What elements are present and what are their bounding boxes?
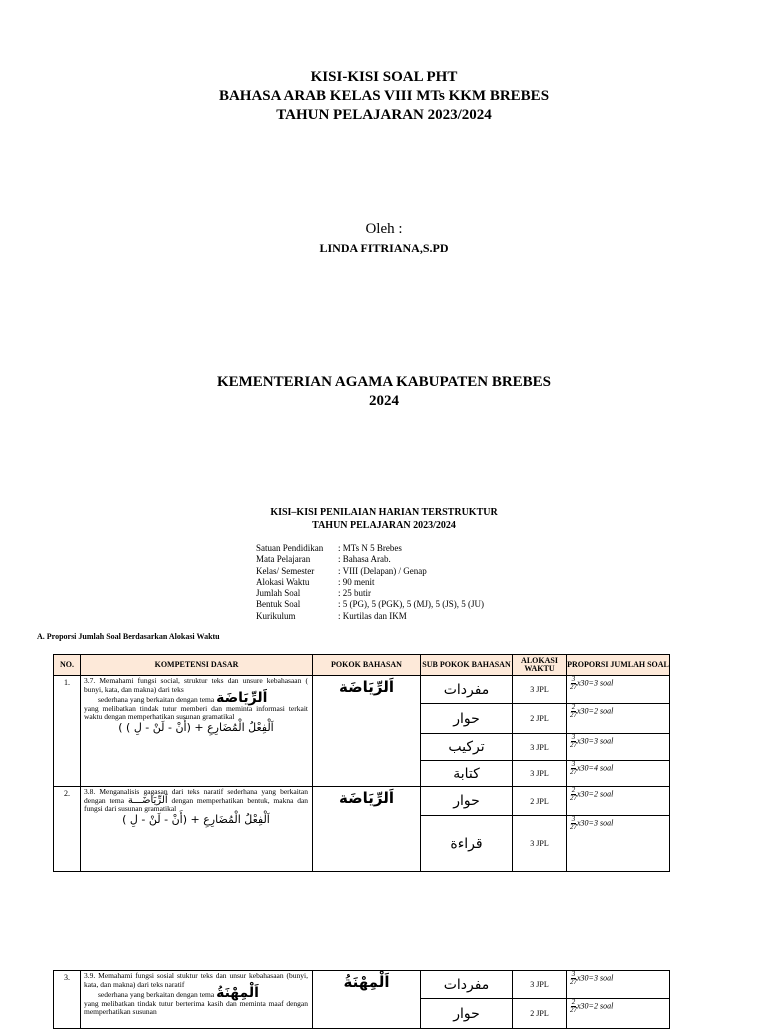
info-value: : MTs N 5 Brebes — [338, 543, 402, 553]
fraction-denominator: 27 — [570, 741, 577, 749]
alokasi-cell: 3 JPL — [513, 816, 567, 872]
fraction — [570, 704, 577, 719]
proporsi-result: x30=4 soal — [577, 763, 614, 773]
kisi-title-line-1: KISI–KISI PENILAIAN HARIAN TERSTRUKTUR — [270, 507, 498, 518]
table-row — [54, 971, 670, 999]
fraction — [570, 761, 577, 776]
info-value: : VIII (Delapan) / Genap — [338, 565, 427, 576]
sub-pokok-cell: حوار — [421, 704, 513, 734]
institution-year: 2024 — [369, 393, 399, 409]
kd-theme-arabic: اَلرِّيَاضَة — [216, 690, 268, 707]
fraction-numerator: 3 — [571, 970, 576, 978]
row-number: 1. — [54, 676, 81, 787]
fraction — [570, 971, 577, 986]
proporsi-cell — [567, 971, 670, 999]
fraction — [570, 734, 577, 749]
kd-text: yang melibatkan tindak tutur memberi dan meminta informasi terkait waktu dengan memperhatikan susunan gramatikal — [84, 703, 308, 722]
cover-title-line-2: BAHASA ARAB KELAS VIII MTs KKM BREBES — [218, 88, 550, 104]
header-pokok-bahasan: POKOK BAHASAN — [313, 655, 421, 676]
fraction — [570, 787, 577, 802]
proporsi-cell — [567, 761, 670, 787]
info-row — [256, 543, 484, 554]
sub-pokok-cell: مفردات — [421, 971, 513, 999]
table-row — [54, 787, 670, 816]
info-key: Alokasi Waktu — [256, 576, 310, 587]
info-key: Kurikulum — [256, 610, 296, 621]
kd-text: 3.9. Memahami fungsi sosial stuktur teks dan unsur kebahasaan (bunyi, kata, dan makna) dari teks naratif — [84, 971, 308, 989]
kd-text: sederhana yang berkaitan dengan tema — [98, 695, 215, 705]
info-value: : Kurtilas dan IKM — [338, 610, 407, 621]
kd-text: yang melibatkan tindak tutur berterima kasih dan meminta maaf dengan memperhatikan susunan — [84, 998, 308, 1017]
proporsi-result: x30=3 soal — [577, 818, 614, 828]
fraction — [570, 676, 577, 691]
fraction-numerator: 2 — [571, 998, 576, 1006]
fraction-denominator: 27 — [570, 711, 577, 719]
info-row — [256, 566, 484, 577]
fraction-denominator: 27 — [570, 768, 577, 776]
kd-text: 3.7. Memahami fungsi social, struktur teks dan unsure kebahasaan ( bunyi, kata, dan makna) dari teks — [84, 676, 308, 694]
fraction — [570, 816, 577, 831]
kompetensi-dasar-cell — [81, 676, 313, 787]
sub-pokok-cell: تركيب — [421, 734, 513, 761]
proporsi-cell — [567, 704, 670, 734]
fraction-numerator: 2 — [571, 786, 576, 794]
cover-title-line-1: KISI-KISI SOAL PHT — [310, 69, 458, 85]
fraction-numerator: 2 — [571, 703, 576, 711]
info-value: : Bahasa Arab. — [338, 554, 391, 565]
row-number: 3. — [54, 971, 81, 1029]
alokasi-cell: 2 JPL — [513, 787, 567, 816]
proporsi-cell — [567, 816, 670, 872]
proporsi-cell — [567, 999, 670, 1029]
info-row — [256, 588, 484, 599]
info-key: Bentuk Soal — [256, 599, 301, 610]
fraction-numerator: 3 — [571, 815, 576, 823]
alokasi-cell: 3 JPL — [513, 734, 567, 761]
kisi-title — [0, 506, 768, 532]
info-row — [256, 577, 484, 588]
info-row — [256, 599, 484, 610]
sub-pokok-cell: حوار — [421, 999, 513, 1029]
proporsi-cell — [567, 676, 670, 704]
fraction-denominator: 27 — [570, 683, 577, 691]
kd-grammar-formula: ( أَنْ - لَنْ - لِ) + اَلْفِعْلُ الْمُضَارِعِ — [122, 812, 270, 826]
sub-pokok-cell: قراءة — [421, 816, 513, 872]
sub-pokok-cell: حوار — [421, 787, 513, 816]
proporsi-result: x30=2 soal — [577, 1001, 614, 1011]
fraction-denominator: 27 — [570, 1006, 577, 1014]
alokasi-cell: 3 JPL — [513, 761, 567, 787]
proporsi-result: x30=3 soal — [577, 973, 614, 983]
institution-name: KEMENTERIAN AGAMA KABUPATEN BREBES — [216, 374, 552, 390]
fraction-denominator: 27 — [570, 978, 577, 986]
proporsi-cell — [567, 734, 670, 761]
oleh-label: Oleh : — [365, 221, 403, 237]
kompetensi-dasar-cell — [81, 971, 313, 1029]
kd-theme-arabic: اَلرِّيَاضَـــة — [127, 794, 168, 806]
info-key: Kelas/ Semester — [256, 565, 315, 576]
institution — [0, 373, 768, 411]
alokasi-cell: 2 JPL — [513, 704, 567, 734]
header-proporsi: PROPORSI JUMLAH SOAL — [567, 655, 670, 676]
author-name: LINDA FITRIANA,S.PD — [319, 241, 449, 255]
info-row — [256, 611, 484, 622]
info-key: Mata Pelajaran — [256, 554, 311, 565]
proporsi-result: x30=3 soal — [577, 678, 614, 688]
header-alokasi-waktu: ALOKASI WAKTU — [513, 655, 567, 676]
proporsi-result: x30=2 soal — [577, 706, 614, 716]
info-key: Satuan Pendidikan — [256, 543, 324, 553]
proportion-table — [53, 654, 670, 872]
header-sub-pokok-bahasan: SUB POKOK BAHASAN — [421, 655, 513, 676]
fraction-denominator: 27 — [570, 823, 577, 831]
fraction-numerator: 3 — [571, 733, 576, 741]
pokok-bahasan-cell: اَلرِّيَاضَة — [313, 787, 421, 872]
table-header-row — [54, 655, 670, 676]
fraction-denominator: 27 — [570, 794, 577, 802]
kd-text: 3.8. Menganalisis gagasan dari teks naratif sederhana yang berkaitan dengan tema — [84, 787, 308, 805]
alokasi-cell: 2 JPL — [513, 999, 567, 1029]
info-value: : 90 menit — [338, 576, 375, 587]
info-value: : 5 (PG), 5 (PGK), 5 (MJ), 5 (JS), 5 (JU) — [338, 599, 484, 610]
proportion-table-continued — [53, 970, 670, 1029]
fraction — [570, 999, 577, 1014]
row-number: 2. — [54, 787, 81, 872]
sub-pokok-cell: مفردات — [421, 676, 513, 704]
proporsi-result: x30=3 soal — [577, 736, 614, 746]
cover-title — [0, 68, 768, 125]
identity-info — [256, 543, 484, 622]
fraction-numerator: 3 — [571, 760, 576, 768]
alokasi-cell: 3 JPL — [513, 971, 567, 999]
header-kompetensi-dasar: KOMPETENSI DASAR — [81, 655, 313, 676]
kompetensi-dasar-cell — [81, 787, 313, 872]
kisi-title-line-2: TAHUN PELAJARAN 2023/2024 — [312, 520, 456, 531]
info-key: Jumlah Soal — [256, 588, 301, 599]
kd-theme-arabic: اَلْمِهْنَةُ — [216, 985, 259, 1002]
proporsi-result: x30=2 soal — [577, 789, 614, 799]
header-no: NO. — [54, 655, 81, 676]
proporsi-cell — [567, 787, 670, 816]
section-a-heading: A. Proporsi Jumlah Soal Berdasarkan Alokasi Waktu — [37, 632, 220, 641]
kd-grammar-formula: ( اَلْفِعْلُ الْمُضَارِعِ + (أَنْ - لَنْ - لِ ) — [118, 720, 274, 734]
pokok-bahasan-cell: اَلْمِهْنَةُ — [313, 971, 421, 1029]
fraction-numerator: 3 — [571, 675, 576, 683]
cover-title-line-3: TAHUN PELAJARAN 2023/2024 — [276, 107, 492, 123]
kd-text: dengan memperhatikan bentuk, makna dan fungsi dari susunan gramatikal — [84, 795, 309, 814]
info-row — [256, 554, 484, 565]
sub-pokok-cell: كتابة — [421, 761, 513, 787]
alokasi-cell: 3 JPL — [513, 676, 567, 704]
kd-text: sederhana yang berkaitan dengan tema — [98, 990, 215, 1000]
info-value: : 25 butir — [338, 588, 371, 599]
pokok-bahasan-cell: اَلرِّيَاضَة — [313, 676, 421, 787]
table-row — [54, 676, 670, 704]
